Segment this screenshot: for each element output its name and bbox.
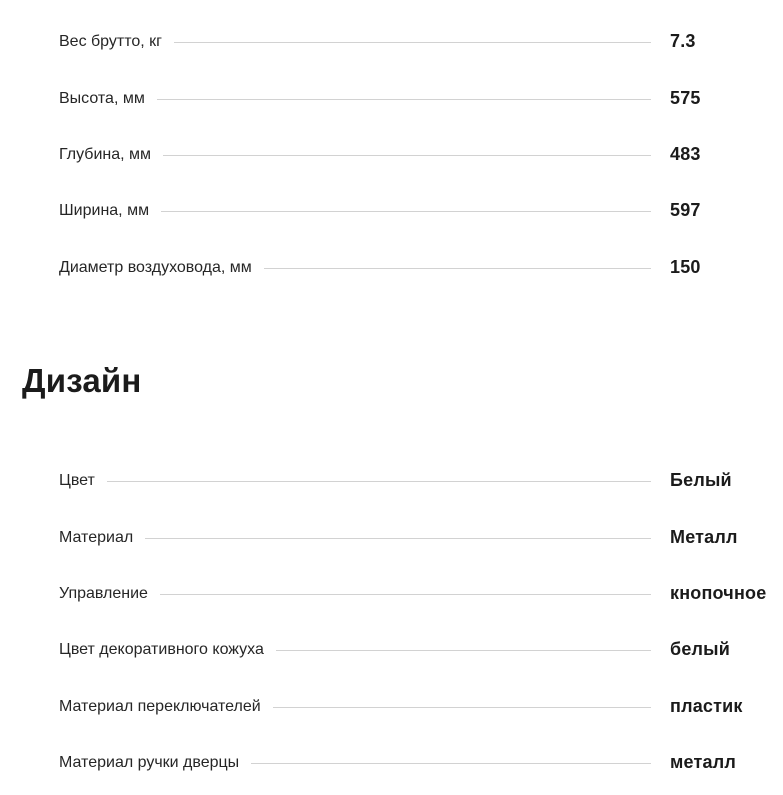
spec-label: Высота, мм xyxy=(59,90,157,108)
spec-row-color xyxy=(0,453,783,509)
spec-label: Цвет xyxy=(59,472,107,490)
spec-label: Глубина, мм xyxy=(59,146,163,164)
spec-value: 150 xyxy=(670,256,701,277)
spec-value: 483 xyxy=(670,144,701,165)
spec-row-control xyxy=(0,566,783,622)
spec-label: Вес брутто, кг xyxy=(59,33,174,51)
spec-row-gross-weight xyxy=(0,14,783,70)
spec-value: белый xyxy=(670,639,731,660)
spec-label: Управление xyxy=(59,585,160,603)
spec-label: Материал переключателей xyxy=(59,698,273,716)
spec-value: Белый xyxy=(670,470,732,491)
design-spec-list xyxy=(0,453,783,791)
dimensions-spec-list xyxy=(0,14,783,296)
spec-label: Материал xyxy=(59,529,145,547)
spec-value: пластик xyxy=(670,695,743,716)
spec-label: Цвет декоративного кожуха xyxy=(59,641,276,659)
spec-value: металл xyxy=(670,752,736,773)
spec-label: Ширина, мм xyxy=(59,202,161,220)
spec-leader-line xyxy=(59,538,651,539)
spec-value: 575 xyxy=(670,87,701,108)
spec-row-casing-color xyxy=(0,622,783,678)
spec-value: кнопочное xyxy=(670,583,767,604)
spec-row-depth xyxy=(0,127,783,183)
spec-value: 7.3 xyxy=(670,31,696,52)
spec-row-material xyxy=(0,509,783,565)
spec-row-switch-material xyxy=(0,679,783,735)
spec-leader-line xyxy=(59,481,651,482)
spec-row-duct-diameter xyxy=(0,240,783,296)
spec-value: 597 xyxy=(670,200,701,221)
spec-value: Металл xyxy=(670,526,738,547)
spec-row-height xyxy=(0,70,783,126)
spec-row-width xyxy=(0,183,783,239)
spec-row-door-handle-material xyxy=(0,735,783,791)
spec-label: Диаметр воздуховода, мм xyxy=(59,259,264,277)
spec-label: Материал ручки дверцы xyxy=(59,754,251,772)
section-heading-design: Дизайн xyxy=(22,362,142,399)
